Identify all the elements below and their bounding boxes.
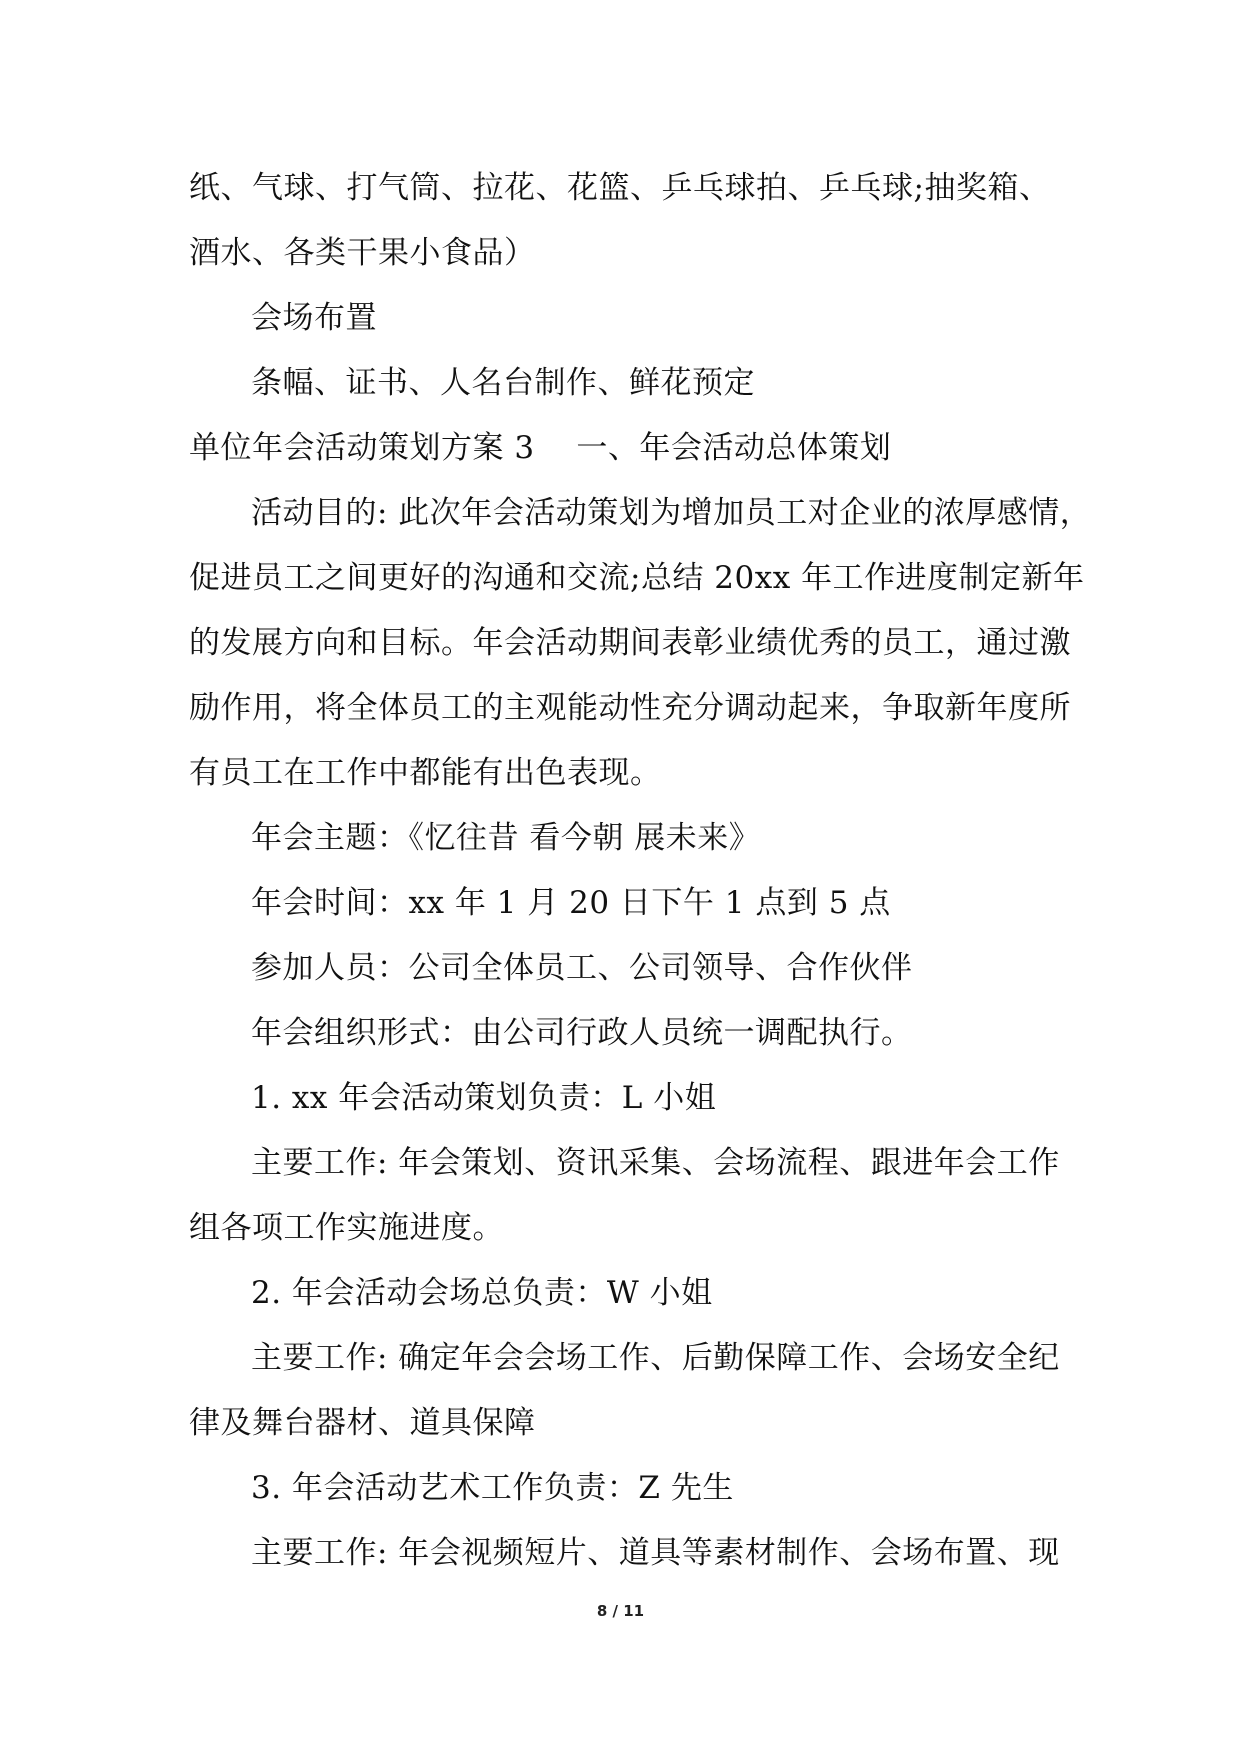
document-body — [189, 156, 1092, 1586]
text-line: 促进员工之间更好的沟通和交流;总结 20xx 年工作进度制定新年 — [189, 560, 1085, 596]
text-line: 活动目的: 此次年会活动策划为增加员工对企业的浓厚感情， — [251, 495, 1092, 531]
text-line: 条幅、证书、人名台制作、鲜花预定 — [251, 365, 755, 401]
text-line: 年会时间：xx 年 1 月 20 日下午 1 点到 5 点 — [251, 885, 891, 921]
text-line: 有员工在工作中都能有出色表现。 — [189, 755, 662, 791]
text-line: 参加人员：公司全体员工、公司领导、合作伙伴 — [251, 950, 913, 986]
text-line: 的发展方向和目标。年会活动期间表彰业绩优秀的员工，通过激 — [189, 625, 1071, 661]
list-item: 3. 年会活动艺术工作负责：Z 先生 — [251, 1470, 734, 1506]
text-line: 主要工作: 确定年会会场工作、后勤保障工作、会场安全纪 — [251, 1340, 1060, 1376]
text-line: 主要工作: 年会视频短片、道具等素材制作、会场布置、现 — [251, 1535, 1060, 1571]
list-item: 1. xx 年会活动策划负责：L 小姐 — [251, 1080, 717, 1116]
text-line: 会场布置 — [251, 300, 377, 336]
text-line: 律及舞台器材、道具保障 — [189, 1405, 536, 1441]
text-line: 组各项工作实施进度。 — [189, 1210, 504, 1246]
page-number: 8 / 11 — [596, 1602, 645, 1620]
text-line: 年会组织形式：由公司行政人员统一调配执行。 — [251, 1015, 913, 1051]
list-item: 2. 年会活动会场总负责：W 小姐 — [251, 1275, 713, 1311]
text-line: 主要工作: 年会策划、资讯采集、会场流程、跟进年会工作 — [251, 1145, 1060, 1181]
text-line: 酒水、各类干果小食品） — [189, 235, 536, 271]
text-line: 年会主题：《忆往昔 看今朝 展未来》 — [251, 820, 761, 856]
section-heading: 单位年会活动策划方案 3 一、年会活动总体策划 — [189, 430, 892, 466]
text-line: 励作用，将全体员工的主观能动性充分调动起来，争取新年度所 — [189, 690, 1071, 726]
text-line: 纸、气球、打气筒、拉花、花篮、乒乓球拍、乒乓球;抽奖箱、 — [189, 170, 1051, 206]
